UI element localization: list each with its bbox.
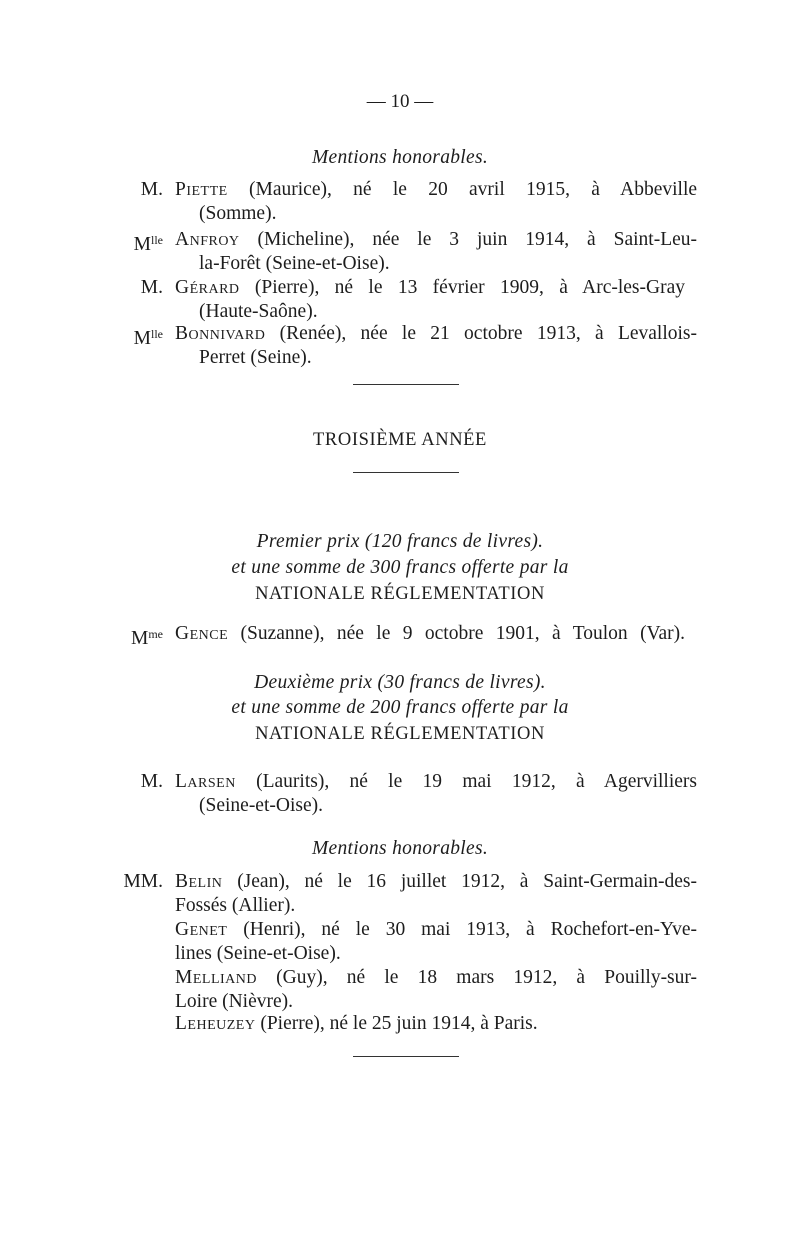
divider xyxy=(353,1056,459,1057)
entry-text xyxy=(175,1012,538,1036)
entry-name: Leheuzey xyxy=(175,1013,256,1034)
divider xyxy=(353,384,459,385)
entry-title: M. xyxy=(140,771,163,792)
entry-details: (Guy), né le 18 mars 1912, à Pouilly-sur- xyxy=(276,967,697,988)
entry-name: Melliand xyxy=(175,967,257,988)
entry-title: MM. xyxy=(123,871,163,892)
prize-subtitle: et une somme de 200 francs offerte par la xyxy=(231,697,569,718)
prize-title: Deuxième prix (30 francs de livres). xyxy=(254,672,546,693)
entry-details: (Pierre), né le 13 février 1909, à Arc-les-Gray xyxy=(254,277,685,298)
entry-name: Anfroy xyxy=(175,229,240,250)
prize-subtitle: et une somme de 300 francs offerte par la xyxy=(231,557,569,578)
entry-text xyxy=(175,228,697,252)
entry-details: (Jean), né le 16 juillet 1912, à Saint-Germain-des- xyxy=(237,871,698,892)
entry-continuation: la-Forêt (Seine-et-Oise). xyxy=(199,253,390,274)
entry-text xyxy=(175,966,697,990)
entry-text xyxy=(175,178,697,202)
entry-title: $M^{lle}$ xyxy=(133,327,163,349)
entry-name: Larsen xyxy=(175,771,236,792)
entry-details: (Pierre), né le 25 juin 1914, à Paris. xyxy=(260,1013,538,1034)
prize-title: Premier prix (120 francs de livres). xyxy=(256,531,544,552)
entry-text xyxy=(175,322,697,346)
entry-name: Piette xyxy=(175,179,228,200)
entry-text xyxy=(175,870,697,894)
entry-text xyxy=(175,276,685,300)
entry-text xyxy=(175,622,685,646)
entry-continuation: (Somme). xyxy=(199,203,277,224)
entry-name: Genet xyxy=(175,919,228,940)
prize-sponsor: NATIONALE RÉGLEMENTATION xyxy=(255,724,545,744)
section-heading: Mentions honorables. xyxy=(311,838,489,859)
entry-details: (Henri), né le 30 mai 1913, à Rochefort-en-Yve- xyxy=(243,919,697,940)
entry-name: Gérard xyxy=(175,277,240,298)
entry-title: $M^{me}$ xyxy=(130,627,163,649)
divider xyxy=(353,472,459,473)
entry-title: M. xyxy=(140,277,163,298)
page-number: — 10 — xyxy=(366,91,434,112)
entry-continuation: lines (Seine-et-Oise). xyxy=(175,943,341,964)
entry-continuation: (Haute-Saône). xyxy=(199,301,318,322)
entry-name: Gence xyxy=(175,623,229,644)
entry-name: Bonnivard xyxy=(175,323,266,344)
entry-title: M. xyxy=(140,179,163,200)
entry-title: $M^{lle}$ xyxy=(133,233,163,255)
entry-details: (Suzanne), née le 9 octobre 1901, à Toulon (Var). xyxy=(240,623,685,644)
year-heading: TROISIÈME ANNÉE xyxy=(313,430,487,450)
entry-details: (Micheline), née le 3 juin 1914, à Saint-Leu- xyxy=(257,229,698,250)
entry-details: (Renée), née le 21 octobre 1913, à Levallois- xyxy=(279,323,697,344)
entry-continuation: Fossés (Allier). xyxy=(175,895,296,916)
entry-details: (Maurice), né le 20 avril 1915, à Abbeville xyxy=(249,179,698,200)
entry-text xyxy=(175,770,697,794)
entry-name: Belin xyxy=(175,871,223,892)
prize-sponsor: NATIONALE RÉGLEMENTATION xyxy=(255,584,545,604)
entry-continuation: Perret (Seine). xyxy=(199,347,312,368)
entry-continuation: Loire (Nièvre). xyxy=(175,991,294,1012)
section-heading: Mentions honorables. xyxy=(311,147,489,168)
entry-text xyxy=(175,918,697,942)
entry-continuation: (Seine-et-Oise). xyxy=(199,795,323,816)
entry-details: (Laurits), né le 19 mai 1912, à Agervilliers xyxy=(256,771,697,792)
